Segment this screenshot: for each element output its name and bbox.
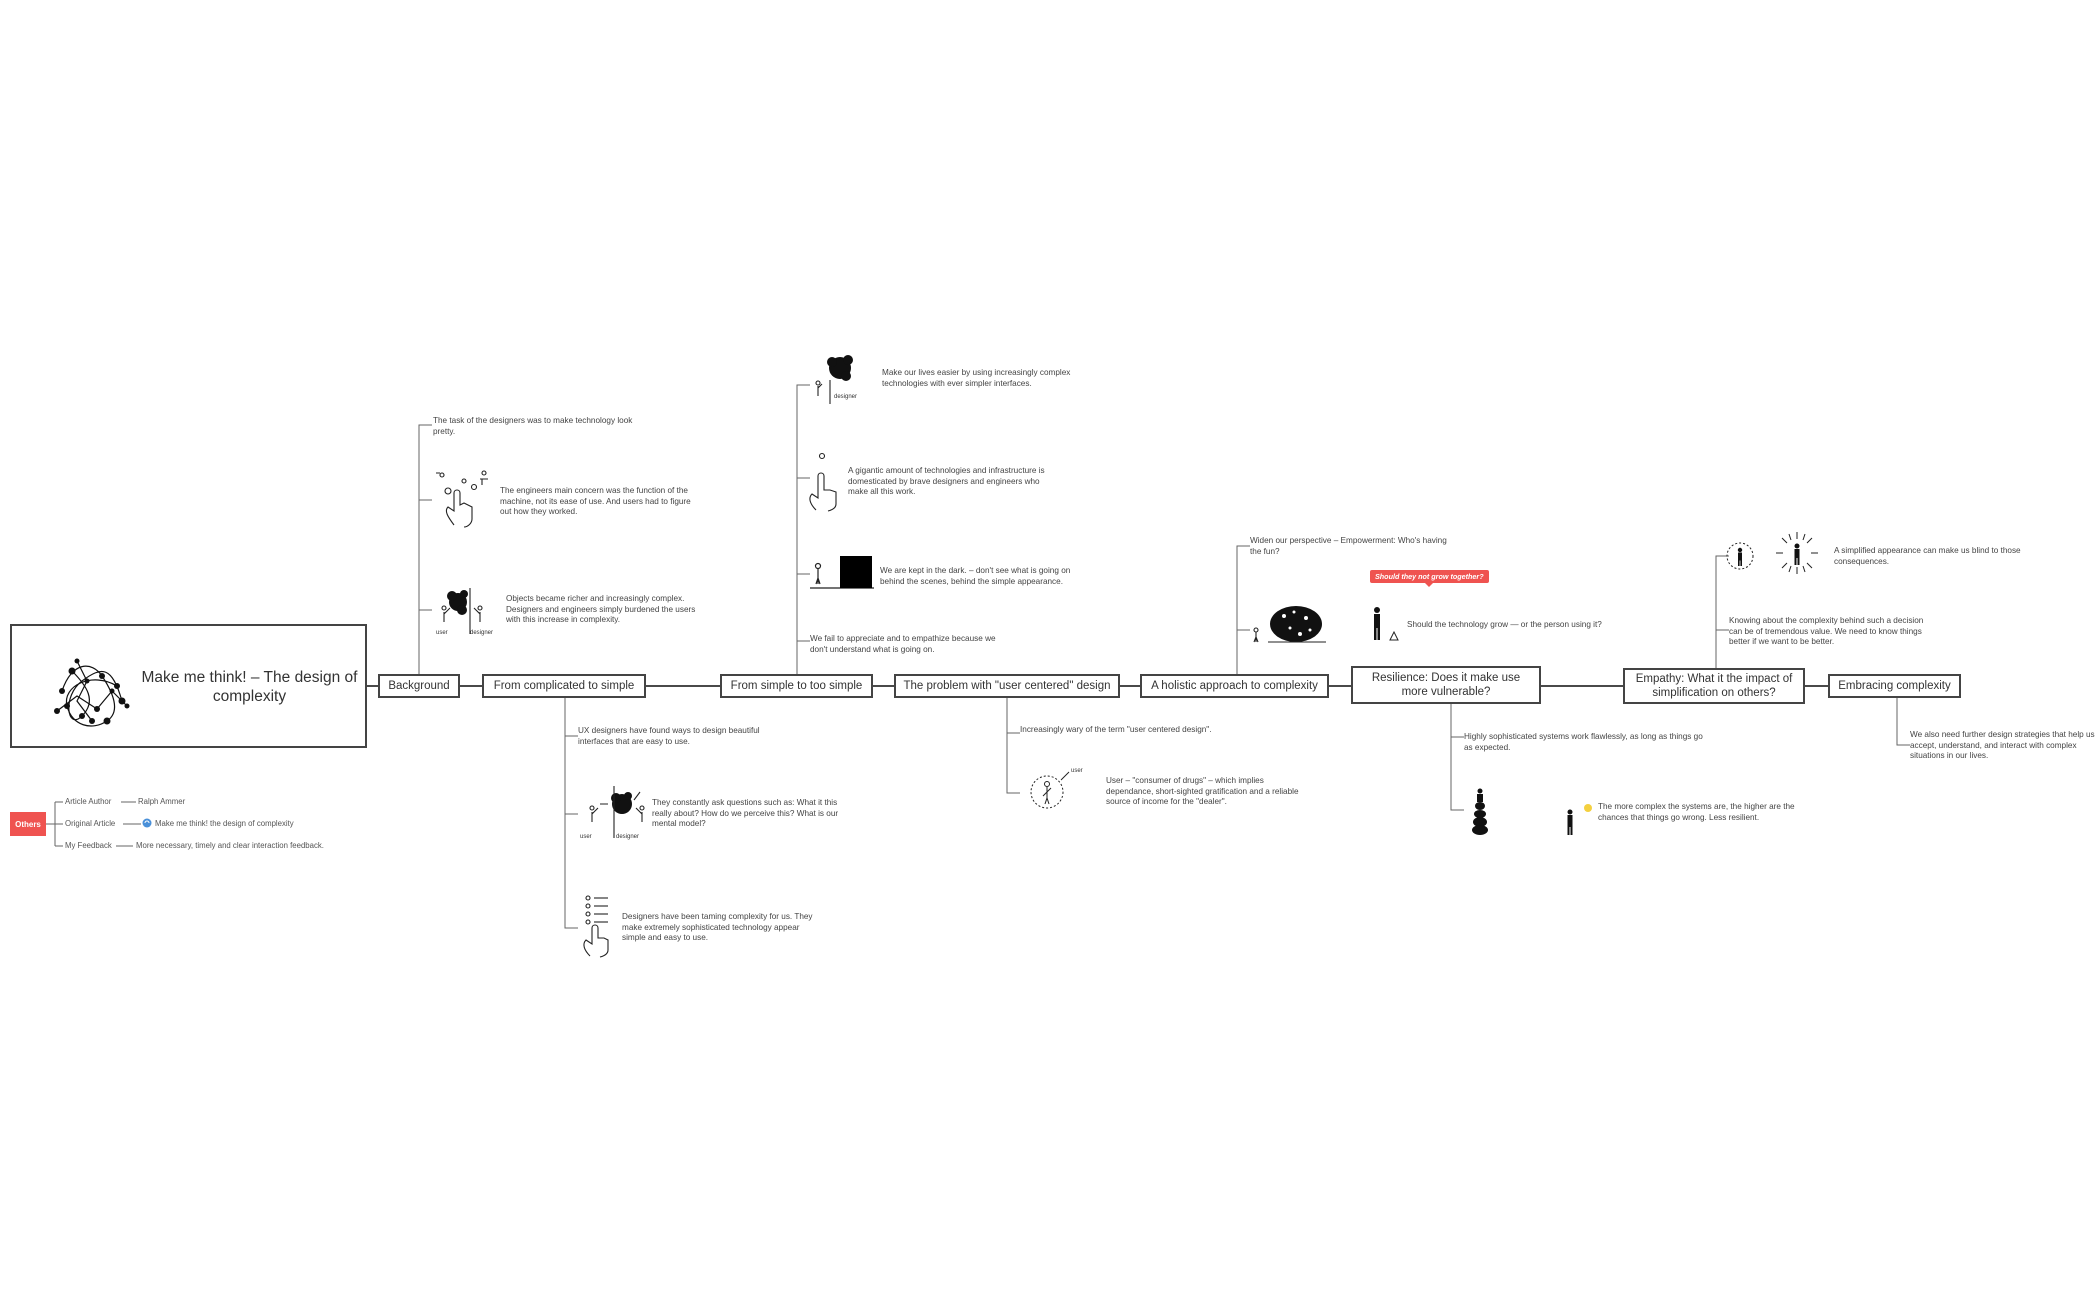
tangled-network-illustration (52, 651, 132, 731)
person-radiating-icon (1774, 530, 1820, 576)
legend-original-article-label: Original Article (65, 819, 116, 828)
note-re-3[interactable]: The more complex the systems are, the higher are the chances that things go wrong. Less resilient. (1598, 802, 1795, 822)
central-topic[interactable] (10, 624, 367, 748)
topic-background[interactable]: Background (378, 674, 460, 698)
note-em-1[interactable]: A simplified appearance can make us blind to those consequences. (1834, 546, 2021, 566)
note-st-2[interactable]: A gigantic amount of technologies and infrastructure is domesticated by brave designers and engineers who make all this work. (848, 466, 1045, 496)
legend-article-author-value: Ralph Ammer (138, 797, 186, 806)
note-st-3[interactable]: We are kept in the dark. – don't see what is going on behind the scenes, behind the simple appearance. (880, 566, 1071, 586)
note-bg-1[interactable]: The task of the designers was to make technology look pretty. (433, 416, 633, 436)
dealer-user-sketch-icon (1025, 762, 1097, 814)
legend-my-feedback-label: My Feedback (65, 841, 112, 850)
note-st-4[interactable]: We fail to appreciate and to empathize because we don't understand what is going on. (810, 634, 996, 654)
topic-holistic-approach[interactable]: A holistic approach to complexity (1140, 674, 1329, 698)
topic-resilience[interactable]: Resilience: Does it make use more vulnerable? (1351, 666, 1541, 704)
note-cs-2[interactable]: They constantly ask questions such as: What it this really about? How do we perceive this? What is our mental model? (652, 798, 839, 828)
note-ho-1[interactable]: Widen our perspective – Empowerment: Who's having the fun? (1250, 536, 1447, 556)
user-designer-sketch-icon (434, 584, 494, 636)
person-and-tree-icon (1250, 602, 1326, 646)
topic-embracing-complexity[interactable]: Embracing complexity (1828, 674, 1961, 698)
sketch-label-user: user (1071, 768, 1083, 774)
topic-complicated-to-simple[interactable]: From complicated to simple (482, 674, 646, 698)
others-tag[interactable]: Others (10, 812, 46, 836)
person-black-box-icon (810, 554, 874, 590)
sketch-label-user: user (580, 834, 592, 840)
note-em-2[interactable]: Knowing about the complexity behind such a decision can be of tremendous value. We need to know things better if we want to be better. (1729, 616, 1924, 646)
note-cs-3[interactable]: Designers have been taming complexity for us. They make extremely sophisticated technology appear simple and easy to use. (622, 912, 813, 942)
user-designer-sketch-icon (578, 782, 650, 842)
sketch-label-designer: designer (616, 834, 640, 840)
note-ec-1[interactable]: We also need further design strategies that help us accept, understand, and interact with complex situations in our lives. (1910, 730, 2095, 760)
hand-pointing-icon (806, 450, 846, 512)
legend-original-article-value[interactable]: Make me think! the design of complexity (155, 819, 294, 828)
central-topic-title: Make me think! – The design of complexity (141, 669, 358, 705)
note-bg-3[interactable]: Objects became richer and increasingly complex. Designers and engineers simply burdened the users with this increase in complexity. (506, 594, 696, 624)
note-uc-2[interactable]: User – "consumer of drugs" – which implies dependance, short-sighted gratification and a reliable source of income for the "dealer". (1106, 776, 1299, 806)
note-cs-1[interactable]: UX designers have found ways to design beautiful interfaces that are easy to use. (578, 726, 760, 746)
note-re-2[interactable]: Highly sophisticated systems work flawlessly, as long as things go as expected. (1464, 732, 1703, 752)
person-and-tiny-tree-icon (1368, 606, 1398, 642)
person-in-circle-icon (1724, 540, 1756, 572)
topic-user-centered-design[interactable]: The problem with "user centered" design (894, 674, 1120, 698)
topic-simple-to-too-simple[interactable]: From simple to too simple (720, 674, 873, 698)
note-st-1[interactable]: Make our lives easier by using increasingly complex technologies with ever simpler interfaces. (882, 368, 1071, 388)
stacked-people-icon (1470, 788, 1490, 836)
topic-empathy[interactable]: Empathy: What it the impact of simplification on others? (1623, 668, 1805, 704)
link-icon[interactable] (142, 818, 152, 828)
user-tree-designer-icon (810, 350, 866, 406)
legend-my-feedback-value: More necessary, timely and clear interaction feedback. (136, 841, 324, 850)
hand-tapping-icon (434, 467, 494, 529)
sketch-label-designer: designer (470, 630, 494, 636)
person-with-lightbulb-icon (1564, 800, 1594, 836)
note-uc-1[interactable]: Increasingly wary of the term "user centered design". (1020, 725, 1212, 734)
callout-grow-together[interactable]: Should they not grow together? (1370, 570, 1489, 583)
note-bg-2[interactable]: The engineers main concern was the function of the machine, not its ease of use. And users had to figure out how they worked. (500, 486, 691, 516)
sketch-label-designer: designer (834, 394, 858, 400)
hand-checklist-icon (580, 894, 620, 958)
sketch-label-user: user (436, 630, 448, 636)
note-re-1[interactable]: Should the technology grow — or the person using it? (1407, 620, 1602, 629)
legend-article-author-label: Article Author (65, 797, 112, 806)
